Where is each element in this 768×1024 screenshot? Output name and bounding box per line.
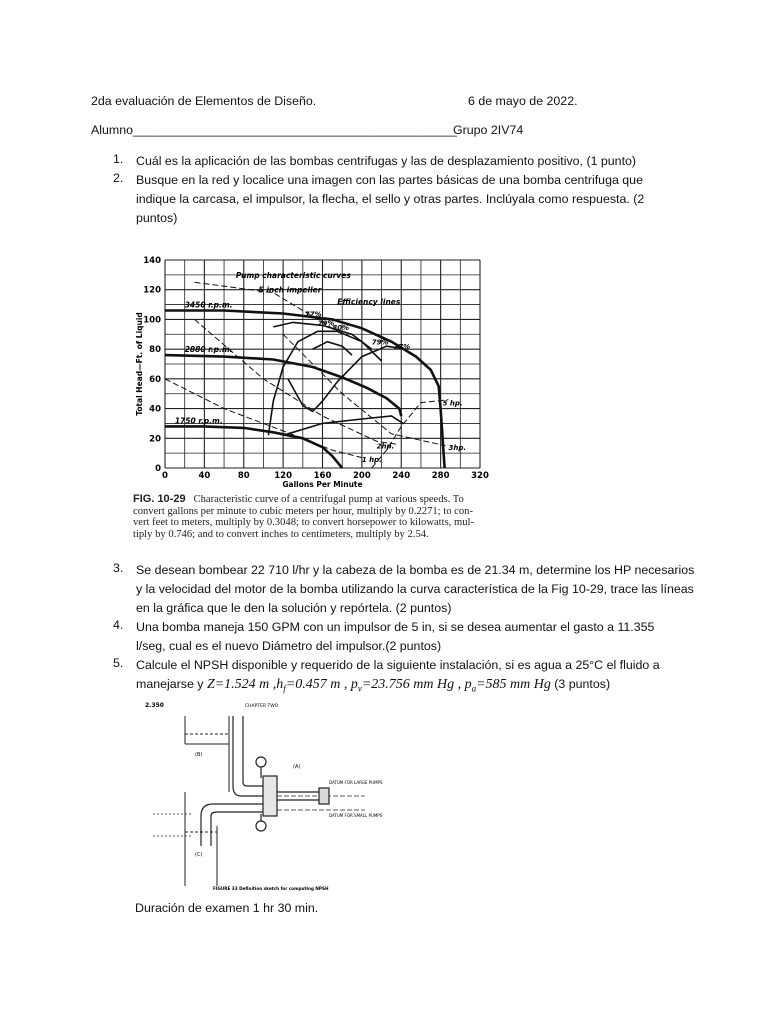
label-e77b: 77% bbox=[393, 343, 411, 352]
question-3-number: 3. bbox=[113, 561, 124, 575]
label-e79b: 79% bbox=[371, 338, 389, 347]
value-pa-symbol: p bbox=[464, 677, 472, 692]
value-pa-subscript: a bbox=[471, 683, 477, 694]
question-2-text: Busque en la red y localice una imagen con las partes básicas de una bomba centrifuga que indique la carcasa, el impulsor, la flecha, el sello y otras partes. Inclúyala como respuesta. (2 puntos) bbox=[136, 173, 645, 225]
curve-1750-rpm bbox=[165, 426, 342, 468]
exam-duration: Duración de examen 1 hr 30 min. bbox=[135, 901, 319, 915]
label-pump_curves: Pump characteristic curves bbox=[235, 270, 351, 280]
label-hp3: 3hp. bbox=[448, 444, 467, 453]
exam-date: 6 de mayo de 2022. bbox=[468, 94, 578, 108]
chart-labels bbox=[135, 256, 489, 489]
value-pv-symbol: p bbox=[350, 677, 358, 692]
value-hf-subscript: f bbox=[283, 683, 286, 694]
power-2hp bbox=[195, 319, 397, 444]
caption-line-2: convert gallons per minute to cubic meters per hour, multiply by 0.2271; to con- bbox=[133, 505, 473, 517]
caption-line-1: Characteristic curve of a centrifugal pump at various speeds. To bbox=[193, 494, 464, 505]
y-tick-label: 20 bbox=[149, 434, 161, 445]
value-pa: =585 mm Hg bbox=[476, 677, 551, 692]
label-hp2: 2hp. bbox=[376, 442, 395, 451]
y-tick-label: 40 bbox=[149, 404, 161, 415]
alumno-label: Alumno bbox=[91, 123, 134, 137]
x-tick-label: 200 bbox=[353, 471, 371, 481]
y-tick-label: 60 bbox=[149, 374, 161, 385]
question-5-prompt: Calcule el NPSH disponible y requerido de la siguiente instalación, si es agua a 25°C el fluido a manejarse y bbox=[136, 658, 660, 691]
x-axis-label: Gallons Per Minute bbox=[282, 480, 363, 489]
exam-title: 2da evaluación de Elementos de Diseño. bbox=[91, 94, 317, 108]
caption-line-3: vert feet to meters, multiply by 0.3048; to convert horsepower to kilowatts, mul- bbox=[133, 517, 474, 528]
value-hf-symbol: h bbox=[276, 677, 284, 692]
question-3-text: Se desean bombear 22 710 l/hr y la cabeza de la bomba es de 21.34 m, determine los HP necesarios y la velocidad del motor de la bomba utilizando la curva característica de la Fig 10-29, trace las líneas en la gráfica que le den la solución y repórtela. (2 puntos) bbox=[136, 563, 695, 615]
datum-small-pumps: DATUM FOR SMALL PUMPS bbox=[329, 813, 383, 818]
efficiency-77-loop bbox=[268, 331, 381, 435]
question-5-points: (3 puntos) bbox=[554, 677, 611, 691]
efficiency-80 bbox=[313, 342, 352, 355]
datum-large-pumps: DATUM FOR LARGE PUMPS bbox=[329, 780, 383, 785]
label-e77a: 77% bbox=[304, 310, 322, 319]
y-tick-label: 100 bbox=[143, 315, 161, 326]
x-tick-label: 320 bbox=[471, 471, 489, 481]
question-4-number: 4. bbox=[113, 618, 124, 632]
label-hp5: 5 hp. bbox=[442, 399, 463, 408]
student-name-line bbox=[91, 123, 457, 137]
y-tick-label: 80 bbox=[149, 345, 161, 356]
question-2-number: 2. bbox=[113, 171, 124, 185]
value-pv: =23.756 mm Hg , bbox=[361, 677, 462, 692]
label-e80: 80% bbox=[332, 323, 350, 332]
label-c: (C) bbox=[195, 852, 203, 858]
x-tick-label: 80 bbox=[237, 471, 250, 481]
chart-grid bbox=[165, 260, 480, 468]
power-5hp bbox=[372, 400, 449, 468]
y-axis-label: Total Head—Ft. of Liquid bbox=[135, 312, 144, 416]
x-tick-label: 160 bbox=[313, 471, 332, 481]
question-5-number: 5. bbox=[113, 656, 124, 670]
upper-tank-b bbox=[185, 716, 229, 792]
npsh-installation-figure bbox=[133, 696, 385, 896]
group-label: Grupo 2IV74 bbox=[453, 123, 524, 137]
label-rpm2880: 2880 r.p.m. bbox=[184, 345, 233, 355]
label-hp1: 1 hp. bbox=[361, 456, 382, 465]
label-impeller: 5 inch impeller bbox=[258, 285, 322, 295]
x-tick-label: 240 bbox=[392, 471, 411, 481]
figure-chapter-heading: CHAPTER TWO bbox=[245, 704, 279, 709]
value-hf: =0.457 m , bbox=[285, 677, 348, 692]
x-tick-label: 120 bbox=[274, 471, 292, 481]
y-tick-label: 0 bbox=[155, 464, 161, 474]
caption-line-4: tiply by 0.746; and to convert inches to centimeters, multiply by 2.54. bbox=[133, 528, 429, 540]
x-tick-label: 40 bbox=[198, 471, 211, 481]
y-tick-label: 120 bbox=[143, 285, 161, 296]
alumno-blank: _______________________________________________ bbox=[133, 123, 457, 137]
figure-number: FIG. 10-29 bbox=[133, 493, 186, 505]
y-tick-label: 140 bbox=[143, 256, 161, 266]
label-rpm3450: 3450 r.p.m. bbox=[184, 300, 233, 310]
question-1-number: 1. bbox=[113, 152, 124, 166]
label-e79a: 79% bbox=[317, 319, 335, 328]
value-pv-subscript: v bbox=[357, 683, 362, 694]
question-1-text: Cuál es la aplicación de las bombas centrifugas y las de desplazamiento positivo, (1 punto) bbox=[136, 154, 637, 168]
label-a: (A) bbox=[293, 764, 301, 770]
x-tick-label: 0 bbox=[162, 471, 168, 481]
figure-page-number: 2.350 bbox=[145, 702, 164, 709]
label-rpm1750: 1750 r.p.m. bbox=[174, 416, 223, 426]
lower-tank-c bbox=[153, 792, 217, 886]
label-efficiency: Efficiency lines bbox=[337, 297, 401, 307]
label-b: (B) bbox=[195, 752, 203, 758]
question-5-text bbox=[136, 656, 681, 698]
npsh-figure-caption: FIGURE 33 Definition sketch for computing NPSH bbox=[213, 886, 329, 891]
figure-caption bbox=[133, 494, 518, 540]
value-z: Z=1.524 m , bbox=[206, 677, 277, 692]
question-4-text: Una bomba maneja 150 GPM con un impulsor de 5 in, si se desea aumentar el gasto a 11.355 l/seg, cual es el nuevo Diámetro del impulsor.(2 puntos) bbox=[136, 620, 655, 653]
x-tick-label: 280 bbox=[431, 471, 450, 481]
